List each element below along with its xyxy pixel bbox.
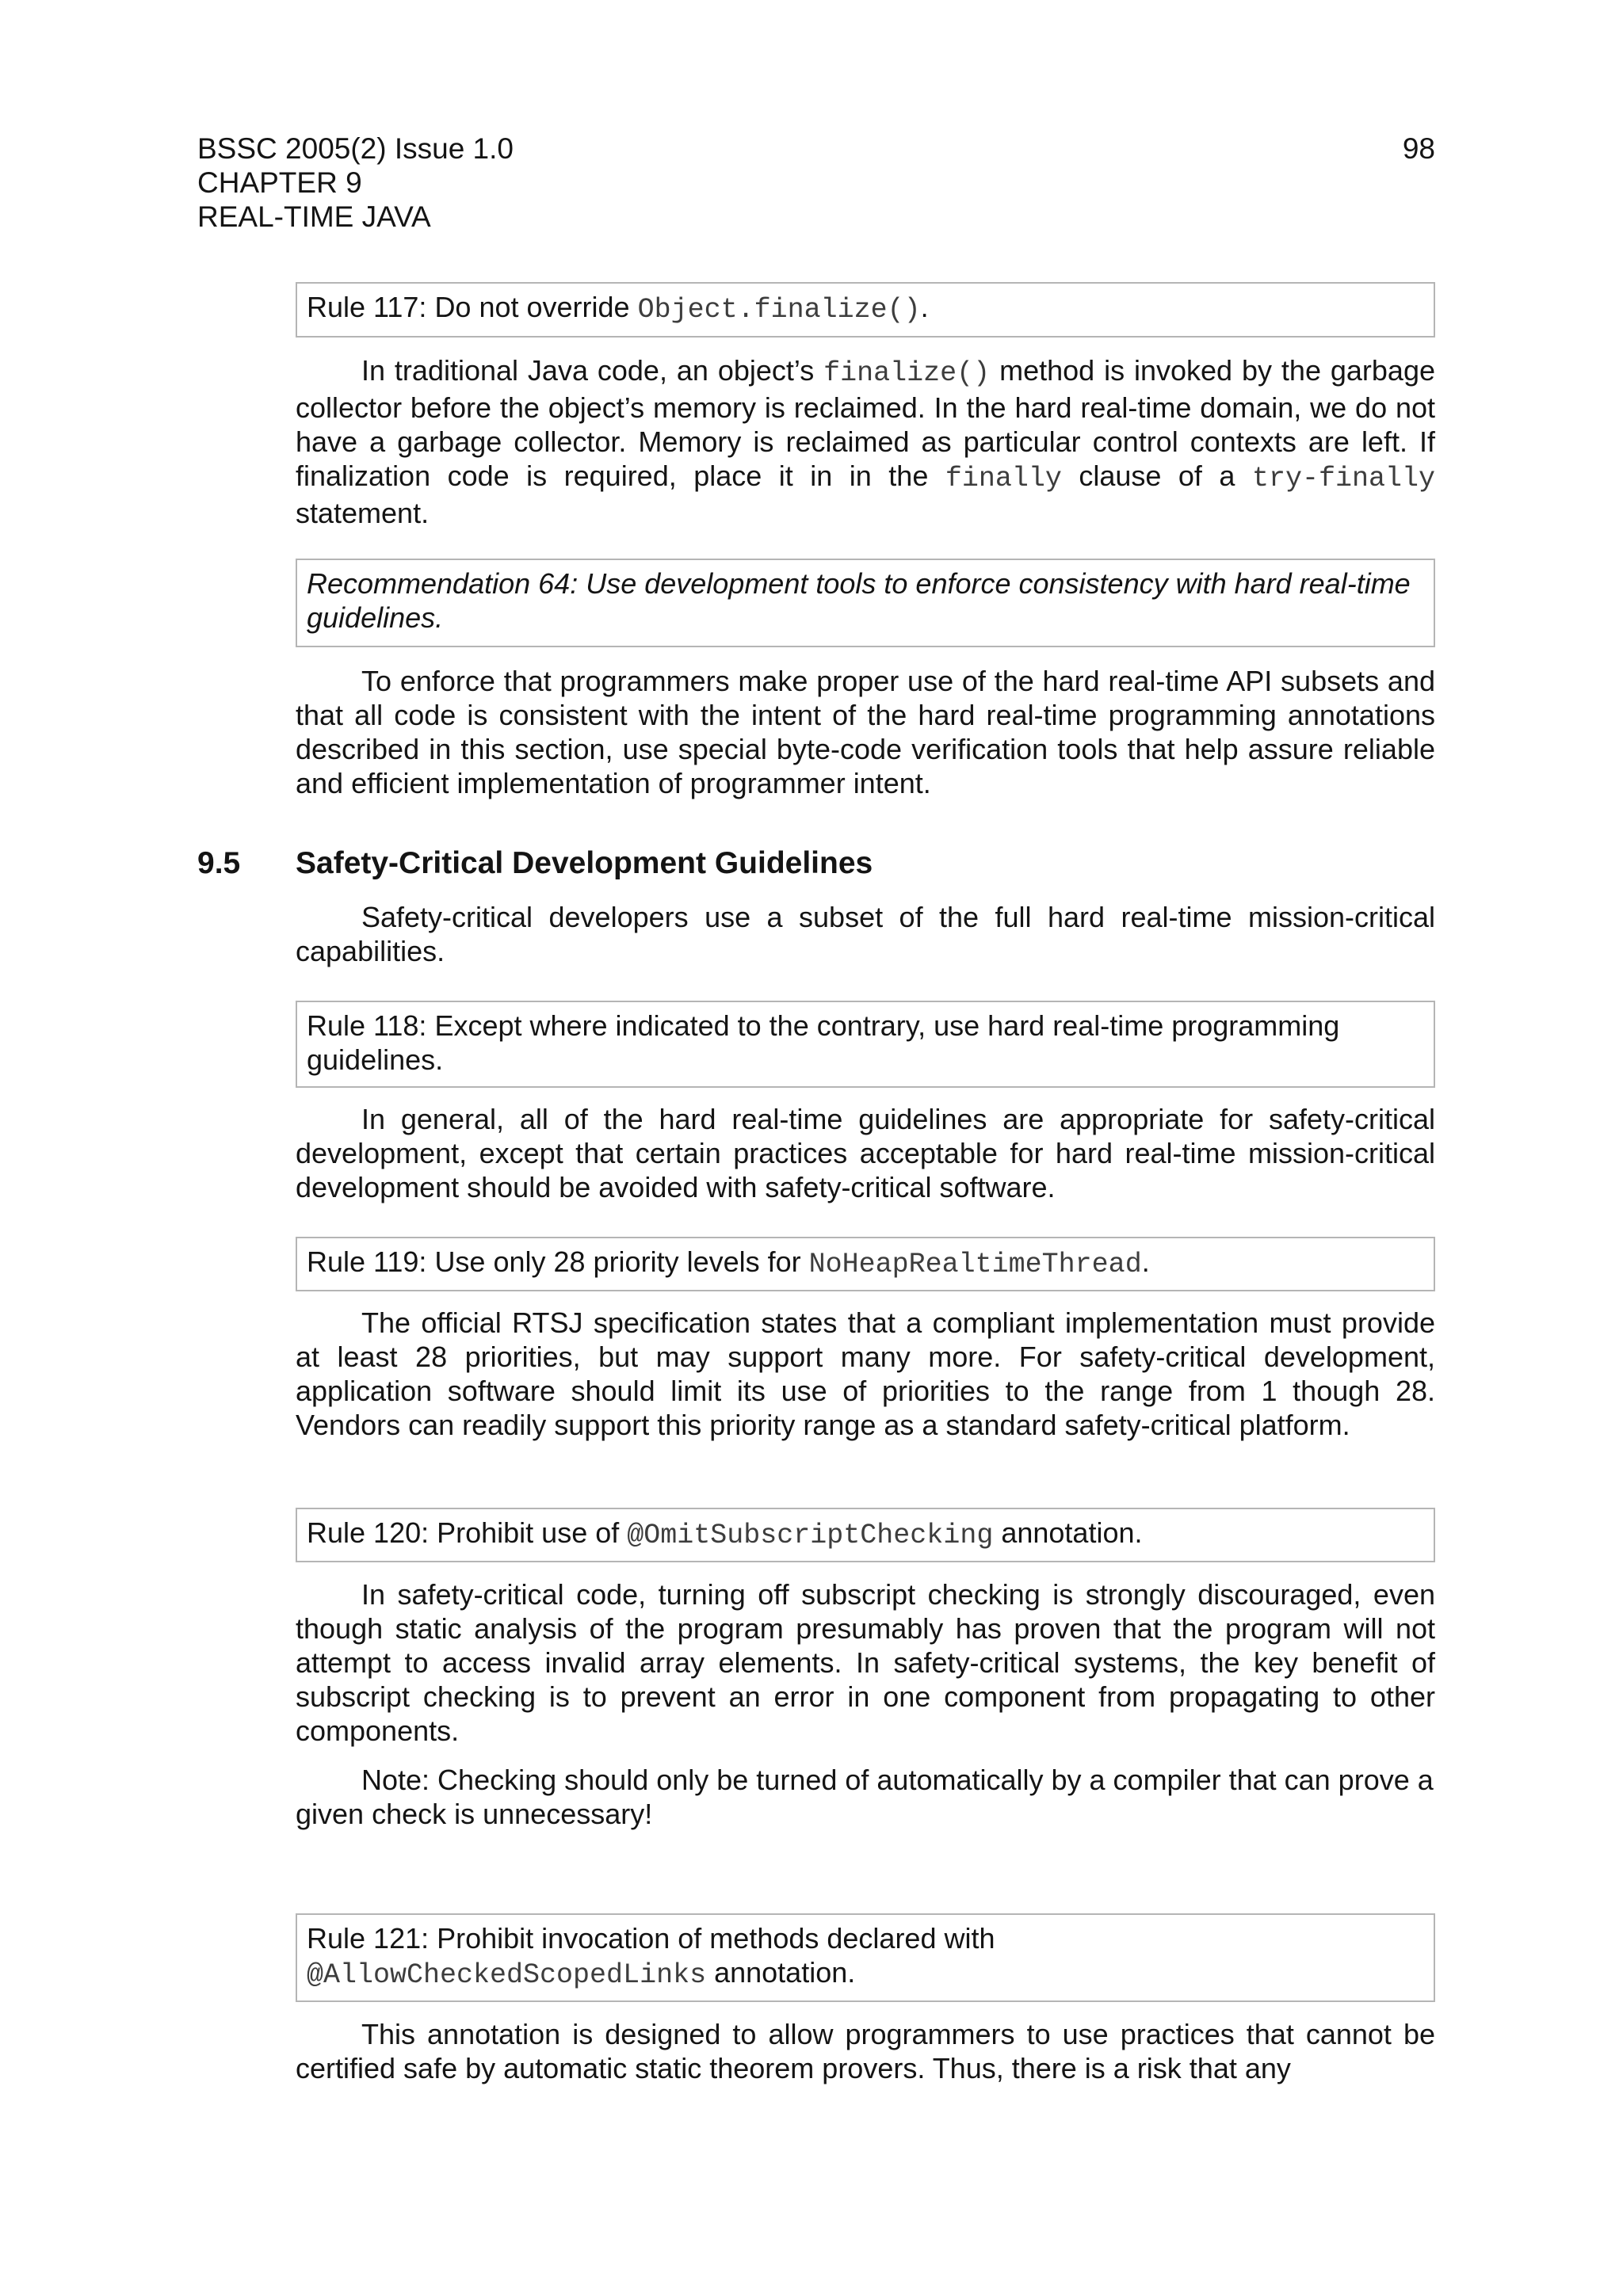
page-number: 98: [1402, 132, 1435, 165]
rule-117-code: Object.finalize(): [637, 294, 921, 326]
section-heading: [197, 845, 1435, 882]
para-119-text: The official RTSJ specification states that a compliant implementation must provide at least 28 priorities, but may support many more. For safety-critical development, application software should limit its use of priorities to the range from 1 though 28. Vendors can readily support this priority range as a standard safety-critical platform.: [296, 1306, 1435, 1441]
rule-117-box: [296, 282, 1435, 338]
para-117-text-1: In traditional Java code, an object’s: [361, 354, 824, 387]
rule-119-paragraph: [296, 1306, 1435, 1442]
para-117-code-try-finally: try-finally: [1251, 463, 1435, 494]
rule-117-end: .: [920, 291, 929, 323]
rule-118-text: Rule 118: Except where indicated to the contrary, use hard real-time programming guidelines.: [307, 1009, 1340, 1076]
rule-121-paragraph: [296, 2017, 1435, 2085]
rule-120-code: @OmitSubscriptChecking: [627, 1520, 994, 1551]
section-number: 9.5: [197, 846, 241, 880]
rule-117-paragraph: [296, 353, 1435, 530]
rec-64-paragraph-text: To enforce that programmers make proper use of the hard real-time API subsets and that all code is consistent with the intent of the hard real-time programming annotations described in this section, use special byte-code verification tools that help assure reliable and efficient implementation of programmer intent.: [296, 665, 1435, 799]
para-117-text-3: clause of a: [1061, 460, 1252, 492]
page-header: [197, 132, 1435, 234]
chapter-label: CHAPTER 9: [197, 166, 362, 199]
recommendation-64-text: Recommendation 64: Use development tools to enforce consistency with hard real-time guidelines.: [307, 567, 1411, 634]
chapter-title: REAL-TIME JAVA: [197, 200, 431, 233]
rule-120-text: Rule 120: Prohibit use of: [307, 1516, 628, 1549]
para-118-text: In general, all of the hard real-time guidelines are appropriate for safety-critical development, except that certain practices acceptable for hard real-time mission-critical development should be avoided with safety-critical software.: [296, 1103, 1435, 1203]
rule-120-end: annotation.: [993, 1516, 1143, 1549]
rule-121-box: [296, 1913, 1435, 2002]
section-title: Safety-Critical Development Guidelines: [296, 846, 873, 880]
rule-121-code: @AllowCheckedScopedLinks: [307, 1959, 707, 1991]
rule-119-end: .: [1141, 1245, 1150, 1278]
note-text: Note: Checking should only be turned of automatically by a compiler that can prove a given check is unnecessary!: [296, 1764, 1434, 1830]
para-117-code-finalize: finalize(): [823, 357, 991, 389]
para-117-code-finally: finally: [945, 463, 1062, 494]
rule-119-box: [296, 1237, 1435, 1291]
rule-118-box: [296, 1001, 1435, 1088]
note-paragraph: [296, 1763, 1435, 1831]
rule-118-paragraph: [296, 1102, 1435, 1204]
rule-121-end: annotation.: [706, 1956, 856, 1989]
section-intro-text: Safety-critical developers use a subset of the full hard real-time mission-critical capabilities.: [296, 901, 1435, 967]
para-117-text-4: statement.: [296, 497, 430, 529]
rule-117-text: Rule 117: Do not override: [307, 291, 638, 323]
para-117-text-2: method is invoked by the garbage collector before the object’s memory is reclaimed. In the hard real-time domain, we do not have a garbage collector. Memory is reclaimed as particular control contexts are left. If finalization code is required, place it in in the: [296, 354, 1435, 492]
rule-120-paragraph: [296, 1577, 1435, 1748]
para-120-text: In safety-critical code, turning off subscript checking is strongly discouraged, even though static analysis of the program presumably has proven that the program will not attempt to access invalid array elements. In safety-critical systems, the key benefit of subscript checking is to prevent an error in one component from propagating to other components.: [296, 1578, 1435, 1747]
recommendation-64-box: [296, 559, 1435, 647]
rule-119-text: Rule 119: Use only 28 priority levels for: [307, 1245, 809, 1278]
doc-id: BSSC 2005(2) Issue 1.0: [197, 132, 514, 165]
rule-120-box: [296, 1508, 1435, 1562]
rule-119-code: NoHeapRealtimeThread: [808, 1249, 1142, 1280]
recommendation-64-paragraph: [296, 664, 1435, 800]
section-intro-paragraph: [296, 900, 1435, 968]
para-121-text: This annotation is designed to allow programmers to use practices that cannot be certified safe by automatic static theorem provers. Thus, there is a risk that any: [296, 2018, 1435, 2084]
rule-121-text: Rule 121: Prohibit invocation of methods declared with: [307, 1922, 995, 1955]
